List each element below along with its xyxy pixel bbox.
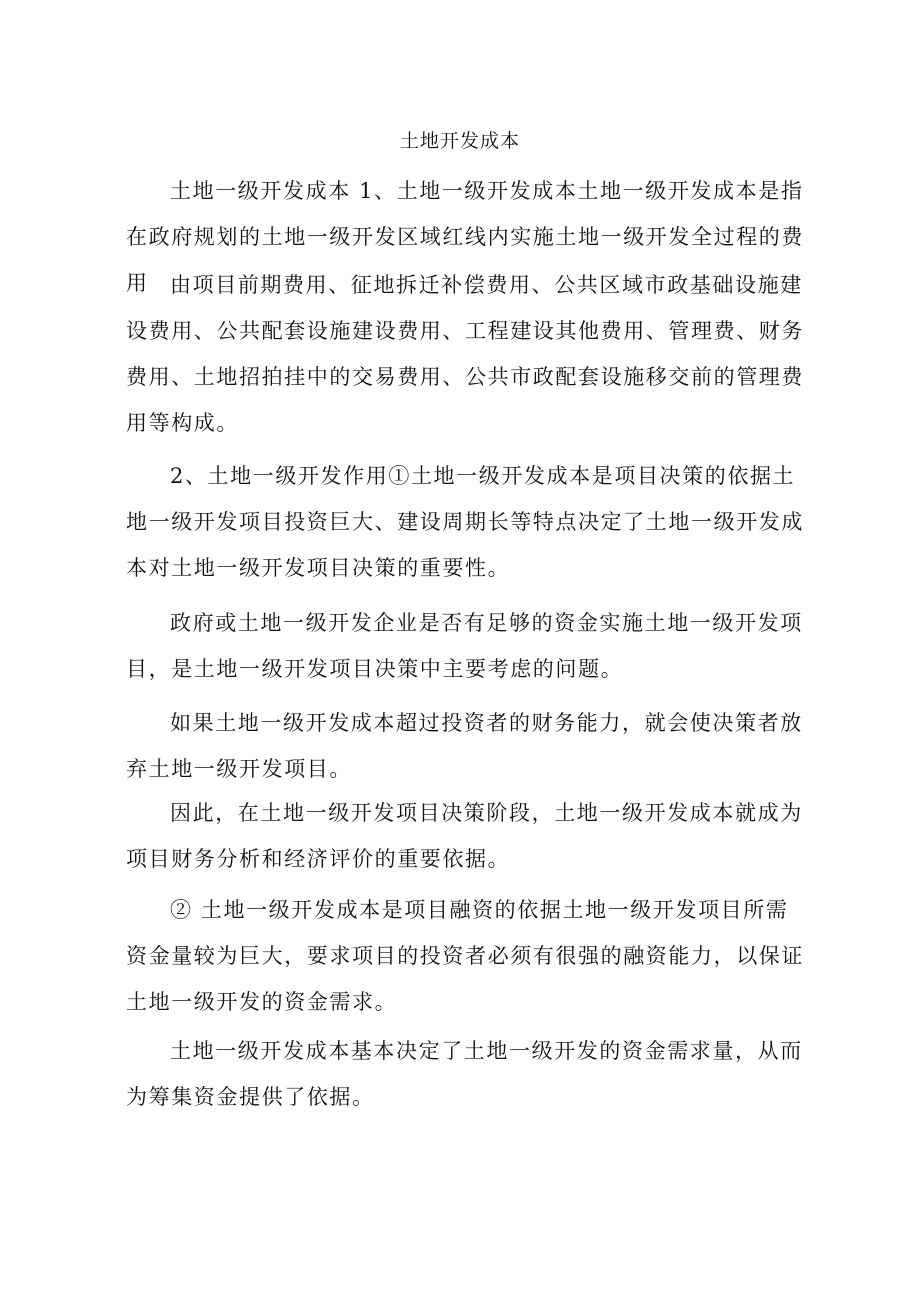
- document-title: 土地开发成本: [399, 130, 520, 152]
- paragraph-funding-question: 政府或土地一级开发企业是否有足够的资金实施土地一级开发项目，是土地一级开发项目决策中主要考虑的问题。: [126, 611, 803, 681]
- paragraph-financing-basis: ② 土地一级开发成本是项目融资的依据土地一级开发项目所需资金量较为巨大，要求项目的投资者必须有很强的融资能力，以保证土地一级开发的资金需求。: [126, 898, 804, 1014]
- paragraph-cost-components: 由项目前期费用、征地拆迁补偿费用、公共区域市政基础设施建设费用、公共配套设施建设费用、工程建设其他费用、管理费、财务费用、土地招拍挂中的交易费用、公共市政配套设施移交前的管理费用等构成。: [126, 273, 804, 435]
- paragraph-financial-capacity: 如果土地一级开发成本超过投资者的财务能力，就会使决策者放弃土地一级开发项目。: [126, 711, 803, 781]
- paragraph-capital-demand: 土地一级开发成本基本决定了土地一级开发的资金需求量，从而为筹集资金提供了依据。: [126, 1039, 803, 1109]
- paragraph-decision-basis: 2、土地一级开发作用①土地一级开发成本是项目决策的依据土地一级开发项目投资巨大、建设周期长等特点决定了土地一级开发成本对土地一级开发项目决策的重要性。: [126, 464, 804, 580]
- paragraph-evaluation-basis: 因此，在土地一级开发项目决策阶段，土地一级开发成本就成为项目财务分析和经济评价的重要依据。: [126, 801, 803, 871]
- paragraph-definition: 土地一级开发成本 1、土地一级开发成本土地一级开发成本是指在政府规划的土地一级开发区域红线内实施土地一级开发全过程的费用: [126, 179, 804, 295]
